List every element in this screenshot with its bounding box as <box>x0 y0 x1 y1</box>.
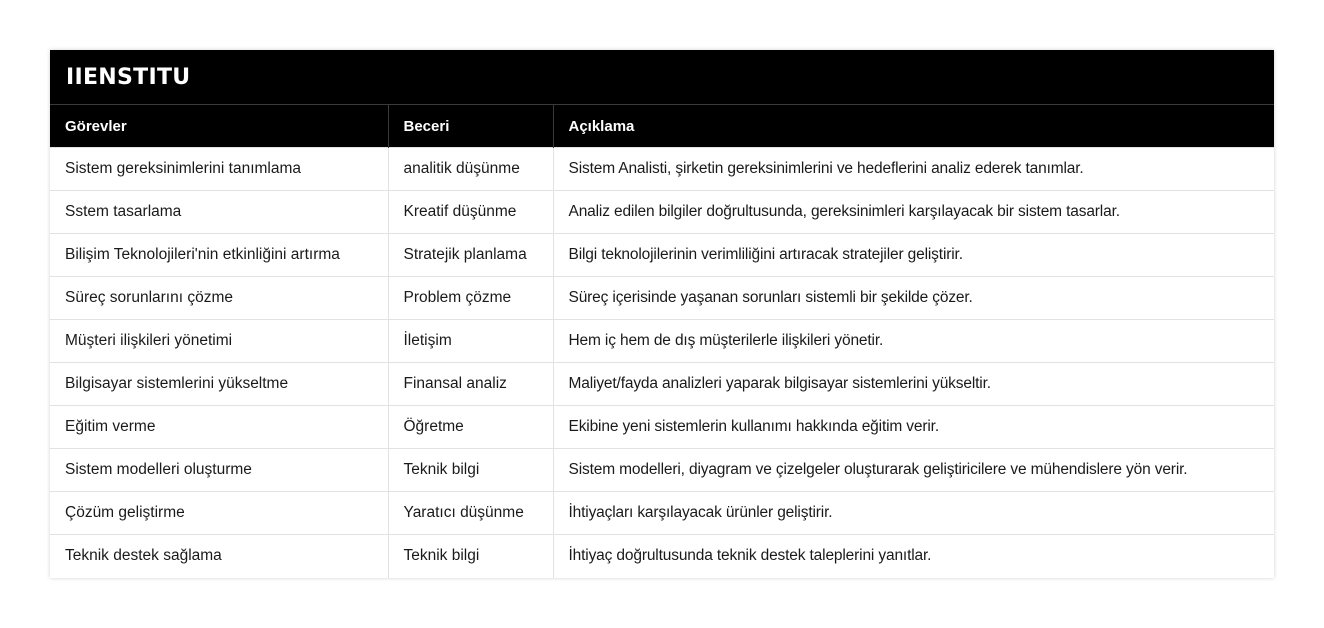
cell-description: Maliyet/fayda analizleri yaparak bilgisayar sistemlerini yükseltir. <box>553 363 1274 406</box>
cell-description: Hem iç hem de dış müşterilerle ilişkileri yönetir. <box>553 320 1274 363</box>
table-header-row <box>50 105 1274 148</box>
cell-task: Çözüm geliştirme <box>50 492 388 535</box>
header-gorevler: Görevler <box>50 105 388 148</box>
cell-description: Bilgi teknolojilerinin verimliliğini artıracak stratejiler geliştirir. <box>553 234 1274 277</box>
cell-description: Süreç içerisinde yaşanan sorunları sistemli bir şekilde çözer. <box>553 277 1274 320</box>
roles-table <box>50 104 1274 578</box>
cell-description: Sistem modelleri, diyagram ve çizelgeler oluşturarak geliştiricilere ve mühendislere yön verir. <box>553 449 1274 492</box>
cell-task: Müşteri ilişkileri yönetimi <box>50 320 388 363</box>
header-beceri: Beceri <box>388 105 553 148</box>
table-row <box>50 191 1274 234</box>
table-row <box>50 363 1274 406</box>
cell-description: Ekibine yeni sistemlerin kullanımı hakkında eğitim verir. <box>553 406 1274 449</box>
cell-skill: Yaratıcı düşünme <box>388 492 553 535</box>
cell-skill: analitik düşünme <box>388 148 553 191</box>
cell-description: Analiz edilen bilgiler doğrultusunda, gereksinimleri karşılayacak bir sistem tasarlar. <box>553 191 1274 234</box>
cell-task: Bilişim Teknolojileri'nin etkinliğini artırma <box>50 234 388 277</box>
table-row <box>50 277 1274 320</box>
cell-task: Sistem gereksinimlerini tanımlama <box>50 148 388 191</box>
table-row <box>50 320 1274 363</box>
cell-skill: Problem çözme <box>388 277 553 320</box>
cell-task: Teknik destek sağlama <box>50 535 388 578</box>
cell-skill: Teknik bilgi <box>388 449 553 492</box>
table-row <box>50 148 1274 191</box>
cell-task: Eğitim verme <box>50 406 388 449</box>
cell-description: Sistem Analisti, şirketin gereksinimlerini ve hedeflerini analiz ederek tanımlar. <box>553 148 1274 191</box>
cell-skill: Kreatif düşünme <box>388 191 553 234</box>
table-row <box>50 406 1274 449</box>
cell-description: İhtiyaçları karşılayacak ürünler geliştirir. <box>553 492 1274 535</box>
table-row <box>50 234 1274 277</box>
roles-table-card <box>50 50 1274 578</box>
cell-skill: Stratejik planlama <box>388 234 553 277</box>
table-row <box>50 492 1274 535</box>
cell-task: Bilgisayar sistemlerini yükseltme <box>50 363 388 406</box>
table-row <box>50 449 1274 492</box>
header-aciklama: Açıklama <box>553 105 1274 148</box>
cell-skill: Finansal analiz <box>388 363 553 406</box>
brand-title: IIENSTITU <box>50 50 1274 104</box>
cell-skill: Öğretme <box>388 406 553 449</box>
cell-skill: Teknik bilgi <box>388 535 553 578</box>
cell-description: İhtiyaç doğrultusunda teknik destek taleplerini yanıtlar. <box>553 535 1274 578</box>
cell-task: Sstem tasarlama <box>50 191 388 234</box>
cell-task: Sistem modelleri oluşturme <box>50 449 388 492</box>
cell-skill: İletişim <box>388 320 553 363</box>
table-row <box>50 535 1274 578</box>
cell-task: Süreç sorunlarını çözme <box>50 277 388 320</box>
